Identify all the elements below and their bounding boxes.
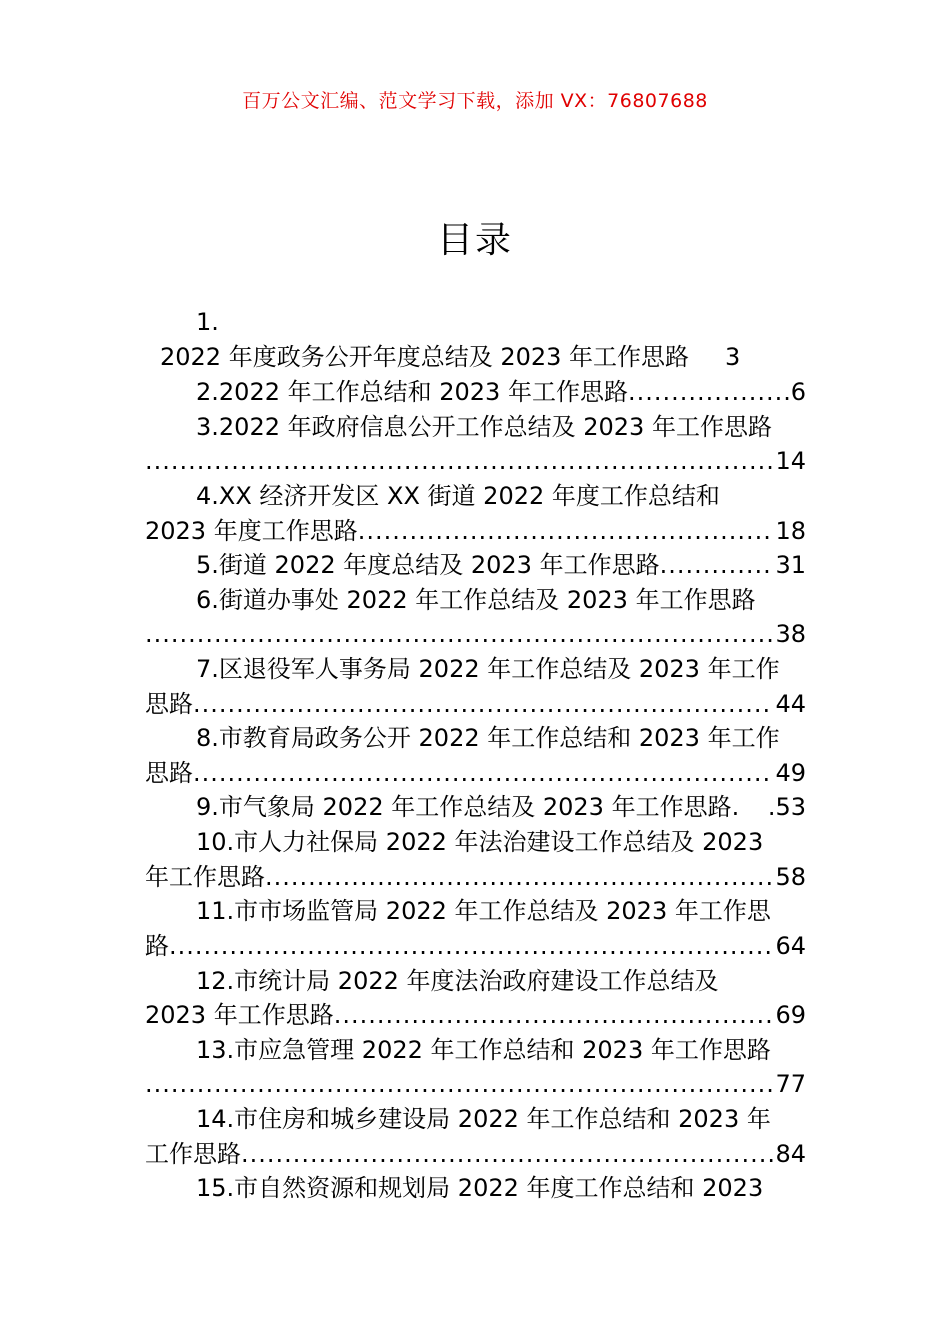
toc-line[interactable]	[196, 375, 806, 409]
toc-page-number: 3	[725, 343, 741, 371]
toc-page-number: 31	[775, 551, 806, 579]
toc-entry-text: 2.2022 年工作总结和 2023 年工作思路	[196, 378, 628, 406]
toc-line[interactable]	[196, 894, 806, 928]
toc-entry-text: 11.市市场监管局 2022 年工作总结及 2023 年工作思	[196, 897, 771, 925]
toc-entry-text: 思路	[145, 690, 193, 718]
toc-page-number: 49	[775, 759, 806, 787]
toc-page-number: 6	[790, 378, 806, 406]
toc-page-number: 69	[775, 1001, 806, 1029]
toc-entry-text: 2023 年工作思路	[145, 1001, 334, 1029]
toc-line[interactable]	[145, 929, 806, 963]
dot-leader	[660, 548, 774, 582]
toc-entry-text: 3.2022 年政府信息公开工作总结及 2023 年工作思路	[196, 413, 772, 441]
toc-line[interactable]	[145, 444, 806, 478]
dot-leader	[241, 1137, 773, 1171]
toc-page-number: 77	[775, 1070, 806, 1098]
toc-page-number: 38	[775, 620, 806, 648]
toc-line[interactable]	[145, 860, 806, 894]
toc-line[interactable]	[160, 340, 780, 374]
toc-line[interactable]	[196, 790, 806, 824]
toc-line[interactable]	[196, 1171, 806, 1205]
toc-entry-text: 年工作思路	[145, 863, 265, 891]
toc-entry-text: 10.市人力社保局 2022 年法治建设工作总结及 2023	[196, 828, 764, 856]
toc-entry-text: 2023 年度工作思路	[145, 517, 358, 545]
dot-leader	[145, 444, 773, 478]
toc-entry-text: 7.区退役军人事务局 2022 年工作总结及 2023 年工作	[196, 655, 780, 683]
toc-line[interactable]	[196, 652, 806, 686]
toc-line[interactable]	[196, 1102, 806, 1136]
dot-leader	[169, 929, 773, 963]
toc-entry-text: 13.市应急管理 2022 年工作总结和 2023 年工作思路	[196, 1036, 771, 1064]
toc-page-number: 18	[775, 517, 806, 545]
toc-line[interactable]	[145, 687, 806, 721]
dot-leader	[628, 375, 789, 409]
page-title: 目录	[436, 220, 513, 261]
toc-entry-text: 路	[145, 932, 169, 960]
dot-leader	[358, 514, 774, 548]
toc-line[interactable]	[196, 548, 806, 582]
toc-line[interactable]	[196, 964, 806, 998]
toc-page-number: 44	[775, 690, 806, 718]
toc-entry-text: 1.	[196, 308, 219, 336]
toc-line[interactable]	[145, 1137, 806, 1171]
toc-line[interactable]	[145, 617, 806, 651]
toc-line[interactable]	[196, 583, 806, 617]
toc-line[interactable]	[196, 825, 806, 859]
dot-leader	[193, 687, 773, 721]
toc-line	[196, 305, 857, 339]
toc-line[interactable]	[196, 410, 806, 444]
dot-leader	[265, 860, 773, 894]
dot-leader	[193, 756, 773, 790]
toc-line[interactable]	[196, 721, 806, 755]
toc-page-number: 84	[775, 1140, 806, 1168]
toc-entry-text: 9.市气象局 2022 年工作总结及 2023 年工作思路.	[196, 793, 740, 821]
toc-entry-text: 6.街道办事处 2022 年工作总结及 2023 年工作思路	[196, 586, 756, 614]
toc-line[interactable]	[196, 1033, 806, 1067]
toc-line[interactable]	[145, 514, 806, 548]
toc-entry-text: 4.XX 经济开发区 XX 街道 2022 年度工作总结和	[196, 482, 720, 510]
toc-entry-text: 12.市统计局 2022 年度法治政府建设工作总结及	[196, 967, 719, 995]
dot-leader	[145, 617, 773, 651]
toc-entry-text: 工作思路	[145, 1140, 241, 1168]
toc-entry-text: 14.市住房和城乡建设局 2022 年工作总结和 2023 年	[196, 1105, 771, 1133]
toc-page-number: 14	[775, 447, 806, 475]
toc-page-number: .53	[767, 793, 806, 821]
toc-line[interactable]	[145, 998, 806, 1032]
toc-page-number: 64	[775, 932, 806, 960]
dot-leader	[334, 998, 774, 1032]
toc-entry-text: 2022 年度政务公开年度总结及 2023 年工作思路	[160, 343, 690, 371]
toc-entry-text: 思路	[145, 759, 193, 787]
toc-line[interactable]	[145, 1067, 806, 1101]
dot-leader	[145, 1067, 773, 1101]
toc-entry-text: 5.街道 2022 年度总结及 2023 年工作思路	[196, 551, 660, 579]
toc-entry-text: 15.市自然资源和规划局 2022 年度工作总结和 2023	[196, 1174, 764, 1202]
toc-line[interactable]	[196, 479, 806, 513]
toc-line[interactable]	[145, 756, 806, 790]
toc-page-number: 58	[775, 863, 806, 891]
header-download-note: 百万公文汇编、范文学习下载，添加 VX：76807688	[242, 90, 708, 112]
toc-entry-text: 8.市教育局政务公开 2022 年工作总结和 2023 年工作	[196, 724, 780, 752]
